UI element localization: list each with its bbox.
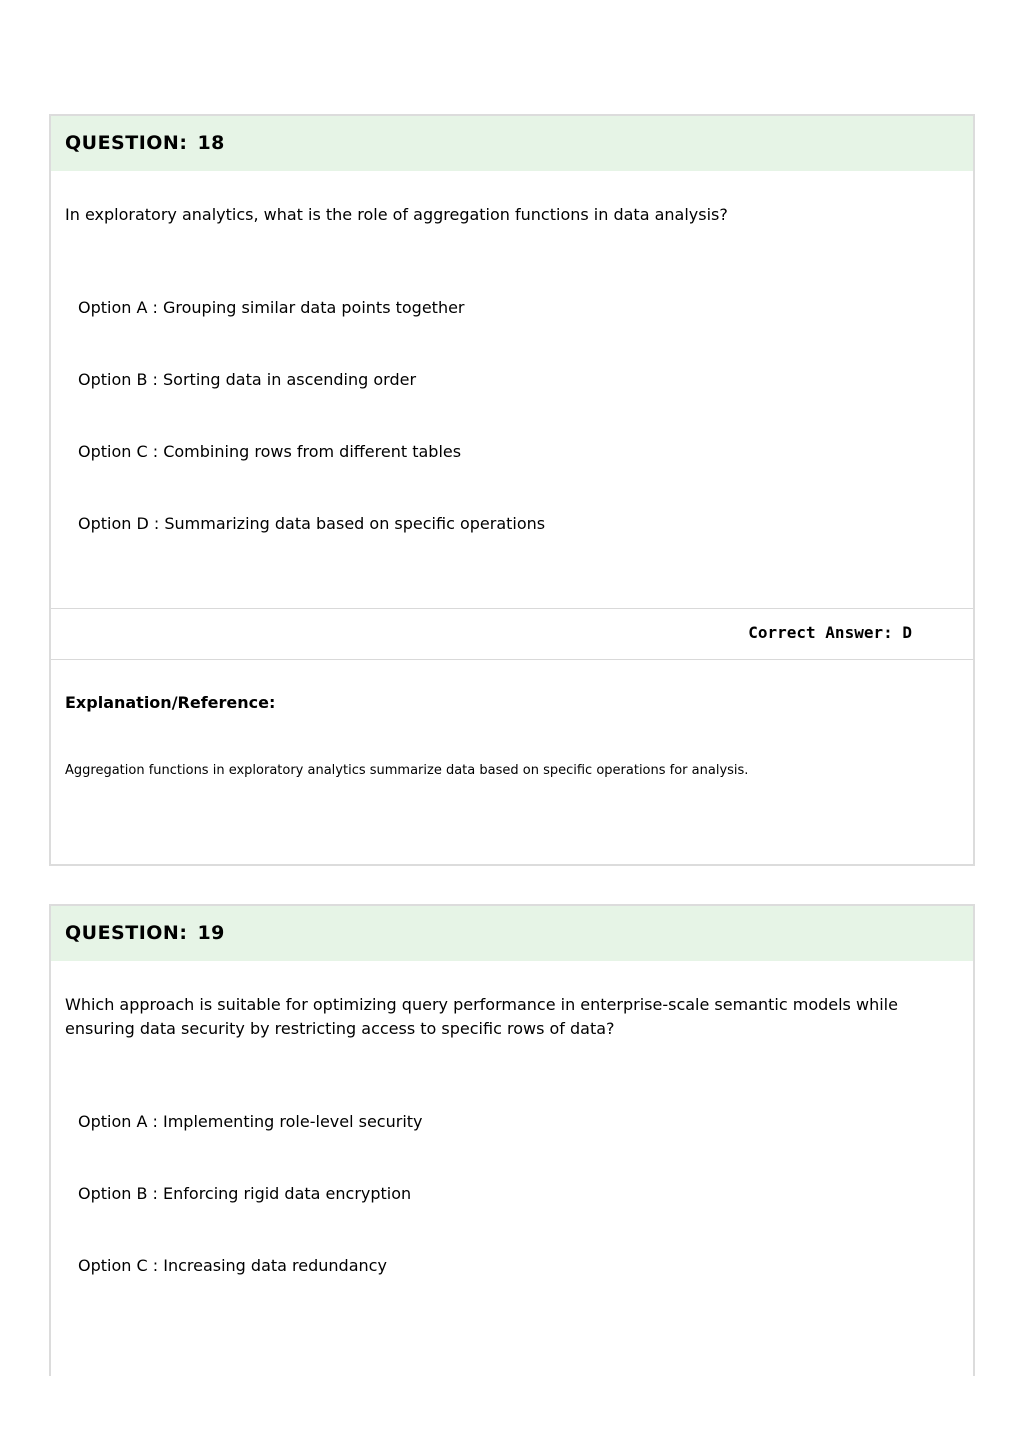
- question-number: 18: [197, 132, 225, 154]
- option-c[interactable]: Option C : Combining rows from different tables: [78, 442, 462, 461]
- question-number: 19: [197, 922, 225, 944]
- question-header: [51, 116, 973, 171]
- question-title: [65, 132, 225, 154]
- question-header: [51, 906, 973, 961]
- option-b[interactable]: Option B : Sorting data in ascending order: [78, 370, 417, 389]
- option-a[interactable]: Option A : Grouping similar data points together: [78, 298, 465, 317]
- question-label: QUESTION:: [65, 132, 188, 154]
- question-title: [65, 922, 225, 944]
- option-b[interactable]: Option B : Enforcing rigid data encryption: [78, 1184, 412, 1203]
- divider: [51, 608, 973, 609]
- option-a[interactable]: Option A : Implementing role-level security: [78, 1112, 423, 1131]
- explanation-text: Aggregation functions in exploratory analytics summarize data based on specific operations for analysis.: [65, 763, 749, 778]
- question-card: [49, 114, 975, 866]
- correct-answer: Correct Answer: D: [748, 623, 912, 642]
- question-label: QUESTION:: [65, 922, 188, 944]
- option-c[interactable]: Option C : Increasing data redundancy: [78, 1256, 387, 1275]
- question-text: In exploratory analytics, what is the role of aggregation functions in data analysis?: [65, 205, 728, 224]
- question-card: [49, 904, 975, 1376]
- divider: [51, 659, 973, 660]
- explanation-label: Explanation/Reference:: [65, 693, 276, 712]
- option-d[interactable]: Option D : Summarizing data based on specific operations: [78, 514, 546, 533]
- question-text: Which approach is suitable for optimizing query performance in enterprise-scale semantic models while ensuring data security by restricting access to specific rows of data?: [65, 995, 898, 1038]
